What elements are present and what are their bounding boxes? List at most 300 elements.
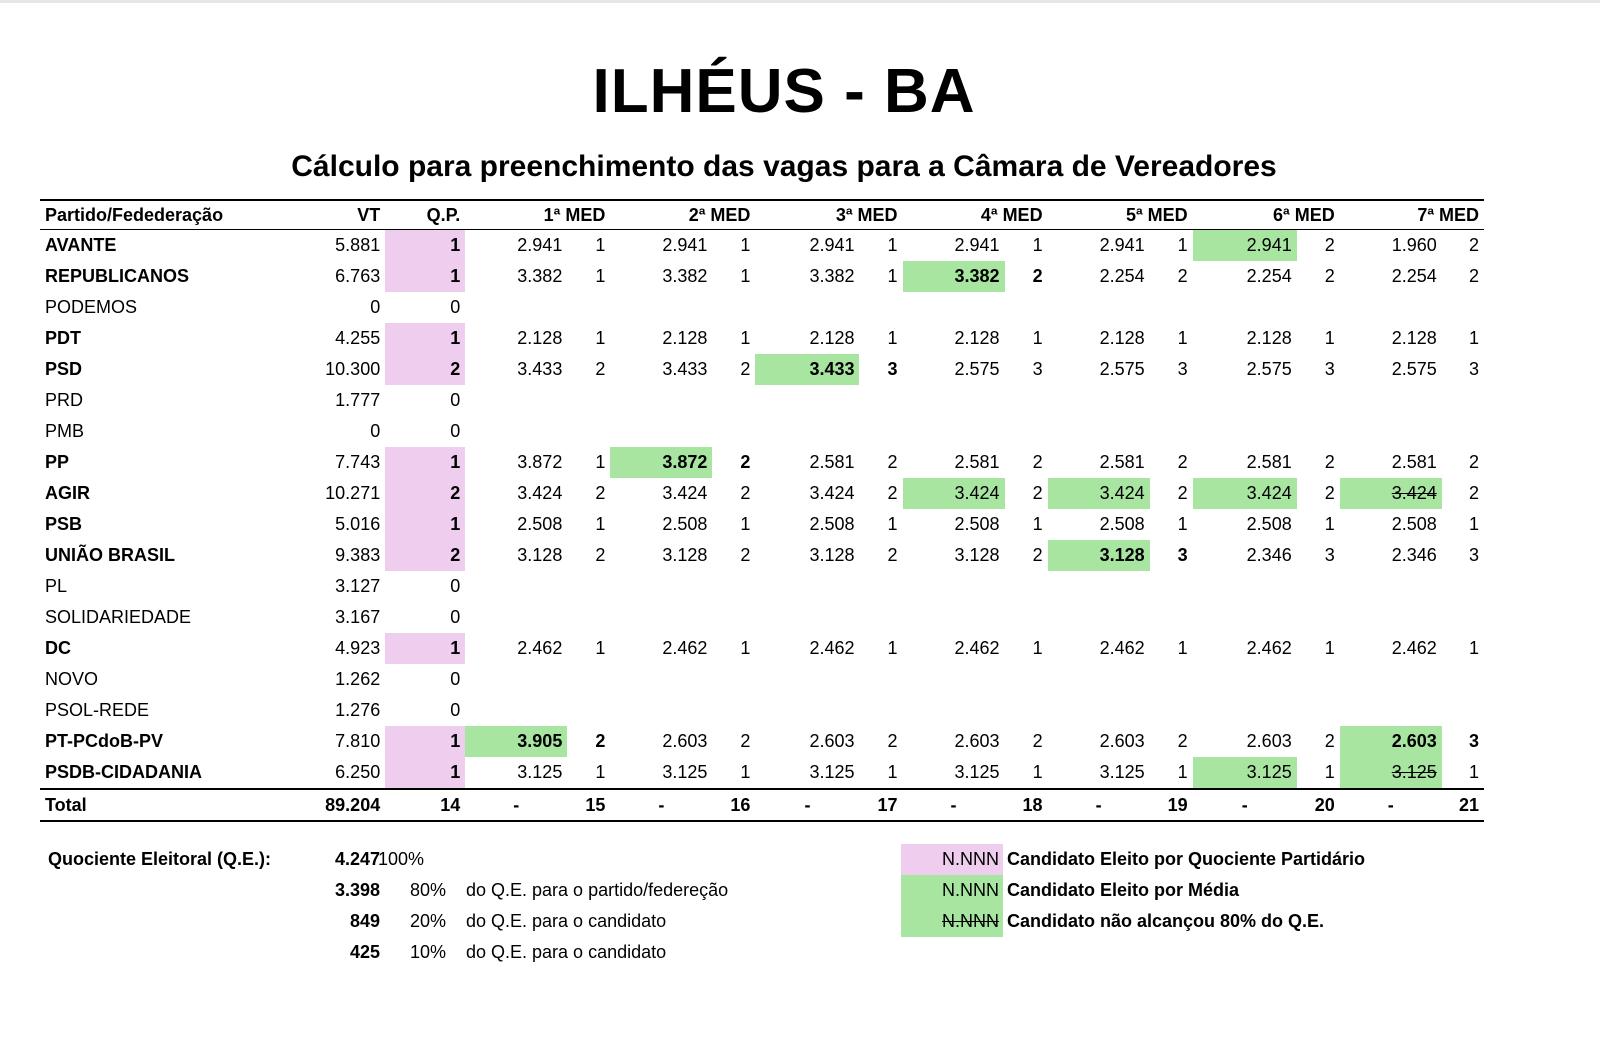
med-1-value — [465, 540, 567, 571]
med-3-value — [755, 478, 859, 509]
med-value-text: 3.433 — [662, 359, 708, 379]
med-value-text: 3.125 — [1099, 762, 1145, 782]
total-med-7-value: - — [1340, 789, 1442, 821]
med-6-seats: 1 — [1324, 638, 1335, 658]
legend-swatch-pink: N.NNN — [901, 844, 1003, 875]
med-6-value — [1193, 230, 1297, 262]
med-value-text: 2.254 — [1246, 266, 1292, 286]
party-qp: 1 — [385, 323, 465, 354]
total-med-6-value: - — [1193, 789, 1297, 821]
med-6-value — [1193, 633, 1297, 664]
med-4-value — [903, 726, 1005, 757]
med-4-value — [903, 540, 1005, 571]
med-6-seats: 2 — [1324, 266, 1335, 286]
med-2-value — [610, 664, 712, 695]
med-value-text: 2.603 — [954, 731, 1000, 751]
med-7-value — [1340, 695, 1442, 726]
med-5-seats: 2 — [1177, 483, 1188, 503]
med-7-seats: 3 — [1468, 545, 1479, 565]
med-5-seats — [1150, 416, 1193, 447]
med-6-seats: 2 — [1324, 235, 1335, 255]
med-value-text: 2.128 — [1246, 328, 1292, 348]
med-1-value — [465, 354, 567, 385]
med-6-value — [1193, 664, 1297, 695]
med-value-text: 2.462 — [1246, 638, 1292, 658]
party-name: UNIÃO BRASIL — [45, 545, 175, 565]
header-med-2: 2ª MED — [610, 200, 755, 230]
med-7-value — [1340, 633, 1442, 664]
party-qp: 1 — [385, 261, 465, 292]
total-med-1-seats: 15 — [567, 789, 610, 821]
med-5-seats — [1150, 292, 1193, 323]
party-name: PSD — [45, 359, 83, 379]
med-1-seats — [567, 571, 610, 602]
header-med-5: 5ª MED — [1048, 200, 1193, 230]
med-value-text: 3.424 — [662, 483, 708, 503]
med-value-text: 2.603 — [1391, 731, 1437, 751]
med-value-text: 2.254 — [1391, 266, 1437, 286]
med-2-value — [610, 323, 712, 354]
table-row — [40, 416, 1484, 447]
page-subtitle: Cálculo para preenchimento das vagas para a Câmara de Vereadores — [291, 150, 1277, 183]
party-qp: 0 — [450, 297, 461, 317]
med-5-value — [1048, 447, 1150, 478]
med-6-value — [1193, 540, 1297, 571]
med-5-seats: 1 — [1177, 638, 1188, 658]
med-value-text: 2.128 — [809, 328, 855, 348]
med-6-value — [1193, 416, 1297, 447]
total-vt: 89.204 — [255, 789, 385, 821]
med-value-text: 3.128 — [809, 545, 855, 565]
med-4-value — [903, 416, 1005, 447]
med-4-value — [903, 354, 1005, 385]
party-qp: 1 — [385, 726, 465, 757]
med-2-value — [610, 447, 712, 478]
med-7-value — [1340, 571, 1442, 602]
med-6-seats: 1 — [1324, 514, 1335, 534]
med-value-text: 2.128 — [1099, 328, 1145, 348]
med-value-text: 2.128 — [954, 328, 1000, 348]
top-border — [0, 0, 1600, 3]
med-value-text: 2.581 — [1099, 452, 1145, 472]
med-2-seats — [712, 664, 755, 695]
med-3-seats — [859, 416, 902, 447]
party-qp: 2 — [385, 478, 465, 509]
med-4-seats: 1 — [1032, 235, 1043, 255]
med-1-seats: 2 — [595, 731, 606, 751]
med-2-value — [610, 571, 712, 602]
total-med-6-seats: 20 — [1297, 789, 1340, 821]
med-5-seats — [1150, 571, 1193, 602]
party-vt: 6.763 — [335, 266, 381, 286]
party-name: PMB — [45, 421, 85, 441]
party-name: NOVO — [45, 669, 99, 689]
med-6-value — [1193, 323, 1297, 354]
med-value-text: 2.508 — [517, 514, 563, 534]
quotient-pct: 10% — [409, 942, 446, 962]
med-7-seats — [1442, 385, 1484, 416]
med-3-seats: 1 — [887, 328, 898, 348]
party-name: DC — [45, 638, 71, 658]
med-5-value — [1048, 354, 1150, 385]
med-value-text: 2.575 — [954, 359, 1000, 379]
header-party: Partido/Fedederação — [40, 200, 255, 230]
med-7-seats: 3 — [1468, 731, 1479, 751]
med-1-value — [465, 385, 567, 416]
med-2-seats: 1 — [740, 762, 751, 782]
header-vt: VT — [255, 200, 385, 230]
med-3-seats — [859, 292, 902, 323]
med-1-value — [465, 230, 567, 262]
med-2-value — [610, 695, 712, 726]
med-1-seats — [567, 695, 610, 726]
party-qp: 2 — [385, 540, 465, 571]
party-qp: 1 — [385, 757, 465, 789]
med-4-value — [903, 602, 1005, 633]
quotient-desc: do Q.E. para o partido/federeção — [466, 880, 729, 900]
med-2-value — [610, 726, 712, 757]
party-name: AVANTE — [45, 235, 117, 255]
med-value-text: 2.603 — [1246, 731, 1292, 751]
med-5-value — [1048, 571, 1150, 602]
med-4-seats: 1 — [1032, 762, 1043, 782]
med-1-seats: 1 — [595, 514, 606, 534]
med-2-seats: 1 — [740, 328, 751, 348]
med-7-seats: 1 — [1468, 638, 1479, 658]
party-vt: 1.276 — [335, 700, 381, 720]
med-4-seats — [1005, 571, 1048, 602]
table-row — [40, 447, 1484, 478]
med-6-seats: 1 — [1324, 328, 1335, 348]
legend-item-quotient — [901, 844, 1501, 875]
med-1-seats: 2 — [595, 483, 606, 503]
med-3-value — [755, 323, 859, 354]
med-value-text: 2.254 — [1099, 266, 1145, 286]
med-5-seats — [1150, 385, 1193, 416]
med-1-value — [465, 292, 567, 323]
med-7-seats: 2 — [1468, 235, 1479, 255]
med-value-text: 2.575 — [1246, 359, 1292, 379]
med-value-text: 2.941 — [662, 235, 708, 255]
med-value-text: 2.941 — [1246, 235, 1292, 255]
party-name: PSB — [45, 514, 83, 534]
med-value-text: 2.462 — [1099, 638, 1145, 658]
med-value-text: 3.424 — [954, 483, 1000, 503]
med-6-value — [1193, 695, 1297, 726]
med-value-text: 3.125 — [1391, 762, 1437, 782]
med-value-text: 2.462 — [517, 638, 563, 658]
med-5-value — [1048, 292, 1150, 323]
med-value-text: 2.462 — [1391, 638, 1437, 658]
med-value-text: 2.508 — [1246, 514, 1292, 534]
med-value-text: 3.128 — [517, 545, 563, 565]
med-7-value — [1340, 757, 1442, 789]
med-1-seats: 1 — [595, 638, 606, 658]
med-3-value — [755, 230, 859, 262]
med-4-value — [903, 695, 1005, 726]
quotient-value: 849 — [349, 911, 380, 931]
med-3-seats: 1 — [887, 762, 898, 782]
total-med-1-value: - — [465, 789, 567, 821]
med-7-value — [1340, 385, 1442, 416]
med-3-value — [755, 726, 859, 757]
med-1-seats: 1 — [595, 235, 606, 255]
header-med-4: 4ª MED — [903, 200, 1048, 230]
med-3-seats: 1 — [887, 266, 898, 286]
med-1-value — [465, 261, 567, 292]
med-6-seats: 3 — [1324, 545, 1335, 565]
med-3-value — [755, 540, 859, 571]
med-3-value — [755, 385, 859, 416]
med-7-value — [1340, 261, 1442, 292]
med-3-seats: 2 — [887, 483, 898, 503]
table-row — [40, 757, 1484, 789]
results-table — [40, 199, 1484, 822]
party-vt: 4.255 — [335, 328, 381, 348]
med-value-text: 2.508 — [809, 514, 855, 534]
med-value-text: 2.581 — [954, 452, 1000, 472]
med-3-value — [755, 354, 859, 385]
med-5-value — [1048, 230, 1150, 262]
table-row — [40, 292, 1484, 323]
party-name: PL — [45, 576, 68, 596]
med-3-seats: 2 — [887, 731, 898, 751]
med-value-text: 3.433 — [517, 359, 563, 379]
med-4-seats: 2 — [1032, 266, 1043, 286]
quotient-desc: do Q.E. para o candidato — [466, 911, 667, 931]
page-title: ILHÉUS - BA — [592, 57, 976, 126]
med-4-value — [903, 447, 1005, 478]
med-4-value — [903, 478, 1005, 509]
med-7-seats: 2 — [1468, 266, 1479, 286]
med-1-value — [465, 664, 567, 695]
med-3-seats — [859, 385, 902, 416]
legend-text: Candidato não alcançou 80% do Q.E. — [1007, 911, 1325, 931]
med-6-seats: 2 — [1324, 452, 1335, 472]
table-row — [40, 230, 1484, 262]
med-2-value — [610, 261, 712, 292]
med-4-seats: 1 — [1032, 328, 1043, 348]
med-6-seats — [1297, 695, 1340, 726]
med-1-value — [465, 571, 567, 602]
med-2-seats: 1 — [740, 514, 751, 534]
med-value-text: 3.424 — [1246, 483, 1292, 503]
med-7-value — [1340, 664, 1442, 695]
med-2-seats: 2 — [740, 731, 751, 751]
med-3-seats: 1 — [887, 235, 898, 255]
med-value-text: 3.382 — [517, 266, 563, 286]
med-2-seats: 1 — [740, 638, 751, 658]
med-2-value — [610, 230, 712, 262]
med-value-text: 3.872 — [662, 452, 708, 472]
header-qp: Q.P. — [385, 200, 465, 230]
med-3-value — [755, 416, 859, 447]
med-value-text: 3.125 — [517, 762, 563, 782]
med-4-value — [903, 385, 1005, 416]
med-4-value — [903, 633, 1005, 664]
total-med-4-seats: 18 — [1005, 789, 1048, 821]
med-2-value — [610, 757, 712, 789]
med-value-text: 2.346 — [1391, 545, 1437, 565]
med-value-text: 2.508 — [662, 514, 708, 534]
med-4-seats: 2 — [1032, 545, 1043, 565]
med-value-text: 3.905 — [517, 731, 563, 751]
med-1-value — [465, 757, 567, 789]
med-1-seats: 1 — [595, 328, 606, 348]
med-7-seats — [1442, 571, 1484, 602]
med-6-value — [1193, 602, 1297, 633]
party-vt: 6.250 — [335, 762, 381, 782]
med-value-text: 3.382 — [662, 266, 708, 286]
med-6-seats — [1297, 664, 1340, 695]
med-value-text: 2.462 — [809, 638, 855, 658]
header-med-7: 7ª MED — [1340, 200, 1484, 230]
med-3-seats: 1 — [887, 514, 898, 534]
med-4-seats — [1005, 664, 1048, 695]
total-qp: 14 — [385, 789, 465, 821]
table-row — [40, 602, 1484, 633]
med-4-seats: 2 — [1032, 483, 1043, 503]
med-4-value — [903, 323, 1005, 354]
med-2-seats — [712, 695, 755, 726]
med-1-seats: 2 — [595, 545, 606, 565]
med-7-value — [1340, 540, 1442, 571]
quotient-value: 4.247 — [334, 849, 380, 869]
med-7-value — [1340, 292, 1442, 323]
table-row — [40, 323, 1484, 354]
header-row — [40, 200, 1484, 230]
med-1-value — [465, 509, 567, 540]
med-6-value — [1193, 571, 1297, 602]
med-2-seats: 2 — [740, 545, 751, 565]
header-med-1: 1ª MED — [465, 200, 610, 230]
party-vt: 5.881 — [335, 235, 381, 255]
med-4-value — [903, 230, 1005, 262]
party-vt: 3.167 — [335, 607, 381, 627]
table-body — [40, 230, 1484, 790]
med-4-seats: 2 — [1032, 452, 1043, 472]
med-1-value — [465, 478, 567, 509]
med-value-text: 2.941 — [809, 235, 855, 255]
med-6-value — [1193, 354, 1297, 385]
med-5-value — [1048, 757, 1150, 789]
med-4-seats: 2 — [1032, 731, 1043, 751]
med-3-value — [755, 261, 859, 292]
party-name: PDT — [45, 328, 81, 348]
med-2-value — [610, 540, 712, 571]
med-7-value — [1340, 726, 1442, 757]
party-name: PODEMOS — [45, 297, 138, 317]
med-7-seats — [1442, 416, 1484, 447]
med-7-seats: 2 — [1468, 452, 1479, 472]
med-value-text: 3.128 — [954, 545, 1000, 565]
med-5-seats: 1 — [1177, 762, 1188, 782]
med-6-value — [1193, 509, 1297, 540]
med-7-value — [1340, 230, 1442, 262]
med-6-seats: 3 — [1324, 359, 1335, 379]
med-value-text: 3.872 — [517, 452, 563, 472]
med-value-text: 2.508 — [1391, 514, 1437, 534]
color-legend — [901, 844, 1501, 937]
legend-item-average — [901, 875, 1501, 906]
med-3-seats — [859, 571, 902, 602]
med-5-seats — [1150, 695, 1193, 726]
med-5-seats — [1150, 664, 1193, 695]
party-vt: 1.262 — [335, 669, 381, 689]
legend-item-not-reached — [901, 906, 1501, 937]
party-name: PSOL-REDE — [45, 700, 150, 720]
total-med-4-value: - — [903, 789, 1005, 821]
quotient-pct: 100% — [378, 849, 425, 869]
med-5-seats: 2 — [1177, 731, 1188, 751]
med-value-text: 2.603 — [1099, 731, 1145, 751]
med-value-text: 3.382 — [954, 266, 1000, 286]
med-2-seats — [712, 292, 755, 323]
table-row — [40, 664, 1484, 695]
table-row — [40, 571, 1484, 602]
med-value-text: 2.508 — [1099, 514, 1145, 534]
med-6-seats — [1297, 571, 1340, 602]
med-1-value — [465, 726, 567, 757]
med-2-seats — [712, 416, 755, 447]
med-6-seats — [1297, 416, 1340, 447]
med-value-text: 1.960 — [1391, 235, 1437, 255]
party-vt: 10.300 — [325, 359, 381, 379]
med-value-text: 3.125 — [1246, 762, 1292, 782]
med-6-value — [1193, 261, 1297, 292]
party-vt: 0 — [370, 421, 381, 441]
med-1-value — [465, 602, 567, 633]
med-6-value — [1193, 292, 1297, 323]
med-2-value — [610, 385, 712, 416]
med-value-text: 3.128 — [662, 545, 708, 565]
party-name: PRD — [45, 390, 84, 410]
legend-swatch-green-strike: N.NNN — [901, 906, 1003, 937]
med-3-value — [755, 447, 859, 478]
med-5-value — [1048, 416, 1150, 447]
med-7-value — [1340, 323, 1442, 354]
med-4-value — [903, 292, 1005, 323]
med-5-value — [1048, 664, 1150, 695]
med-1-seats — [567, 416, 610, 447]
party-qp: 0 — [450, 607, 461, 627]
med-5-value — [1048, 633, 1150, 664]
med-value-text: 2.346 — [1246, 545, 1292, 565]
med-4-value — [903, 261, 1005, 292]
med-7-seats: 1 — [1468, 328, 1479, 348]
med-3-value — [755, 757, 859, 789]
quotient-pct: 20% — [409, 911, 446, 931]
med-value-text: 3.424 — [809, 483, 855, 503]
med-7-seats — [1442, 602, 1484, 633]
med-4-value — [903, 571, 1005, 602]
med-3-seats — [859, 695, 902, 726]
med-2-value — [610, 292, 712, 323]
party-vt: 0 — [370, 297, 381, 317]
med-5-seats: 3 — [1177, 545, 1188, 565]
total-label: Total — [40, 789, 255, 821]
med-5-value — [1048, 261, 1150, 292]
med-2-seats: 1 — [740, 266, 751, 286]
legend-text: Candidato Eleito por Média — [1007, 880, 1240, 900]
table-row — [40, 354, 1484, 385]
med-1-value — [465, 323, 567, 354]
party-qp: 0 — [450, 576, 461, 596]
med-7-value — [1340, 602, 1442, 633]
med-7-seats — [1442, 695, 1484, 726]
quotient-value: 3.398 — [334, 880, 380, 900]
quotient-desc: do Q.E. para o candidato — [466, 942, 667, 962]
